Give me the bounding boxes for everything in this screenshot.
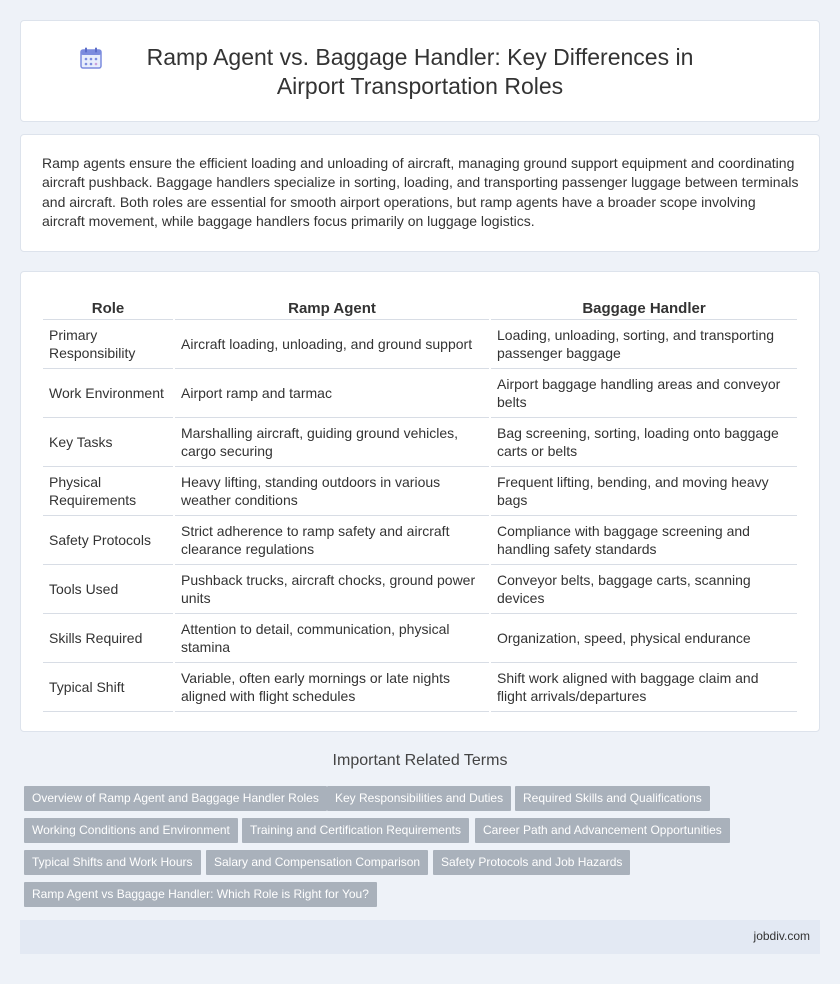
ramp-agent-cell: Variable, often early mornings or late nights aligned with flight schedules: [175, 663, 489, 712]
row-label: Safety Protocols: [43, 516, 173, 565]
intro-card: [20, 134, 820, 252]
comparison-table-card: [20, 271, 820, 732]
footer-site-link[interactable]: jobdiv.com: [753, 929, 810, 943]
row-label: Typical Shift: [43, 663, 173, 712]
header-role: Role: [43, 294, 173, 320]
row-label: Physical Requirements: [43, 467, 173, 516]
row-label: Skills Required: [43, 614, 173, 663]
baggage-handler-cell: Compliance with baggage screening and handling safety standards: [491, 516, 797, 565]
baggage-handler-cell: Bag screening, sorting, loading onto baggage carts or belts: [491, 418, 797, 467]
related-term-tag[interactable]: Ramp Agent vs Baggage Handler: Which Role is Right for You?: [24, 882, 377, 907]
related-term-tag[interactable]: Required Skills and Qualifications: [515, 786, 710, 811]
related-term-tag[interactable]: Overview of Ramp Agent and Baggage Handler Roles: [24, 786, 327, 811]
footer: [20, 920, 820, 954]
ramp-agent-cell: Pushback trucks, aircraft chocks, ground power units: [175, 565, 489, 614]
related-term-tag[interactable]: Salary and Compensation Comparison: [206, 850, 428, 875]
ramp-agent-cell: Strict adherence to ramp safety and aircraft clearance regulations: [175, 516, 489, 565]
table-header-row: [43, 294, 797, 320]
ramp-agent-cell: Marshalling aircraft, guiding ground vehicles, cargo securing: [175, 418, 489, 467]
related-term-tag[interactable]: Key Responsibilities and Duties: [327, 786, 511, 811]
table-row: [43, 565, 797, 614]
related-term-tag[interactable]: Career Path and Advancement Opportunities: [475, 818, 730, 843]
table-row: [43, 516, 797, 565]
table-row: [43, 614, 797, 663]
baggage-handler-cell: Shift work aligned with baggage claim and flight arrivals/departures: [491, 663, 797, 712]
header-baggage-handler: Baggage Handler: [491, 294, 797, 320]
header-ramp-agent: Ramp Agent: [175, 294, 489, 320]
ramp-agent-cell: Attention to detail, communication, physical stamina: [175, 614, 489, 663]
related-term-tag[interactable]: Safety Protocols and Job Hazards: [433, 850, 630, 875]
ramp-agent-cell: Heavy lifting, standing outdoors in various weather conditions: [175, 467, 489, 516]
baggage-handler-cell: Airport baggage handling areas and conveyor belts: [491, 369, 797, 418]
baggage-handler-cell: Loading, unloading, sorting, and transporting passenger baggage: [491, 320, 797, 369]
ramp-agent-cell: Aircraft loading, unloading, and ground support: [175, 320, 489, 369]
baggage-handler-cell: Organization, speed, physical endurance: [491, 614, 797, 663]
comparison-table: [41, 294, 799, 712]
baggage-handler-cell: Conveyor belts, baggage carts, scanning devices: [491, 565, 797, 614]
baggage-handler-cell: Frequent lifting, bending, and moving heavy bags: [491, 467, 797, 516]
related-term-tag[interactable]: Working Conditions and Environment: [24, 818, 238, 843]
related-terms-title: Important Related Terms: [332, 752, 508, 769]
row-label: Primary Responsibility: [43, 320, 173, 369]
intro-text: Ramp agents ensure the efficient loading and unloading of aircraft, managing ground support equipment and coordinating aircraft pushback. Baggage handlers specialize in sorting, loading, and transporting passenger luggage between terminals and aircraft. Both roles are essential for smooth airport operations, but ramp agents have a broader scope involving aircraft movement, while baggage handlers focus primarily on luggage logistics.: [42, 155, 799, 230]
page-title: Ramp Agent vs. Baggage Handler: Key Differences in Airport Transportation Roles: [146, 44, 694, 99]
row-label: Key Tasks: [43, 418, 173, 467]
ramp-agent-cell: Airport ramp and tarmac: [175, 369, 489, 418]
related-term-tag[interactable]: Training and Certification Requirements: [242, 818, 469, 843]
table-row: [43, 418, 797, 467]
table-row: [43, 663, 797, 712]
table-row: [43, 467, 797, 516]
header-card: [20, 20, 820, 122]
row-label: Work Environment: [43, 369, 173, 418]
table-row: [43, 320, 797, 369]
row-label: Tools Used: [43, 565, 173, 614]
related-term-tag[interactable]: Typical Shifts and Work Hours: [24, 850, 201, 875]
table-row: [43, 369, 797, 418]
